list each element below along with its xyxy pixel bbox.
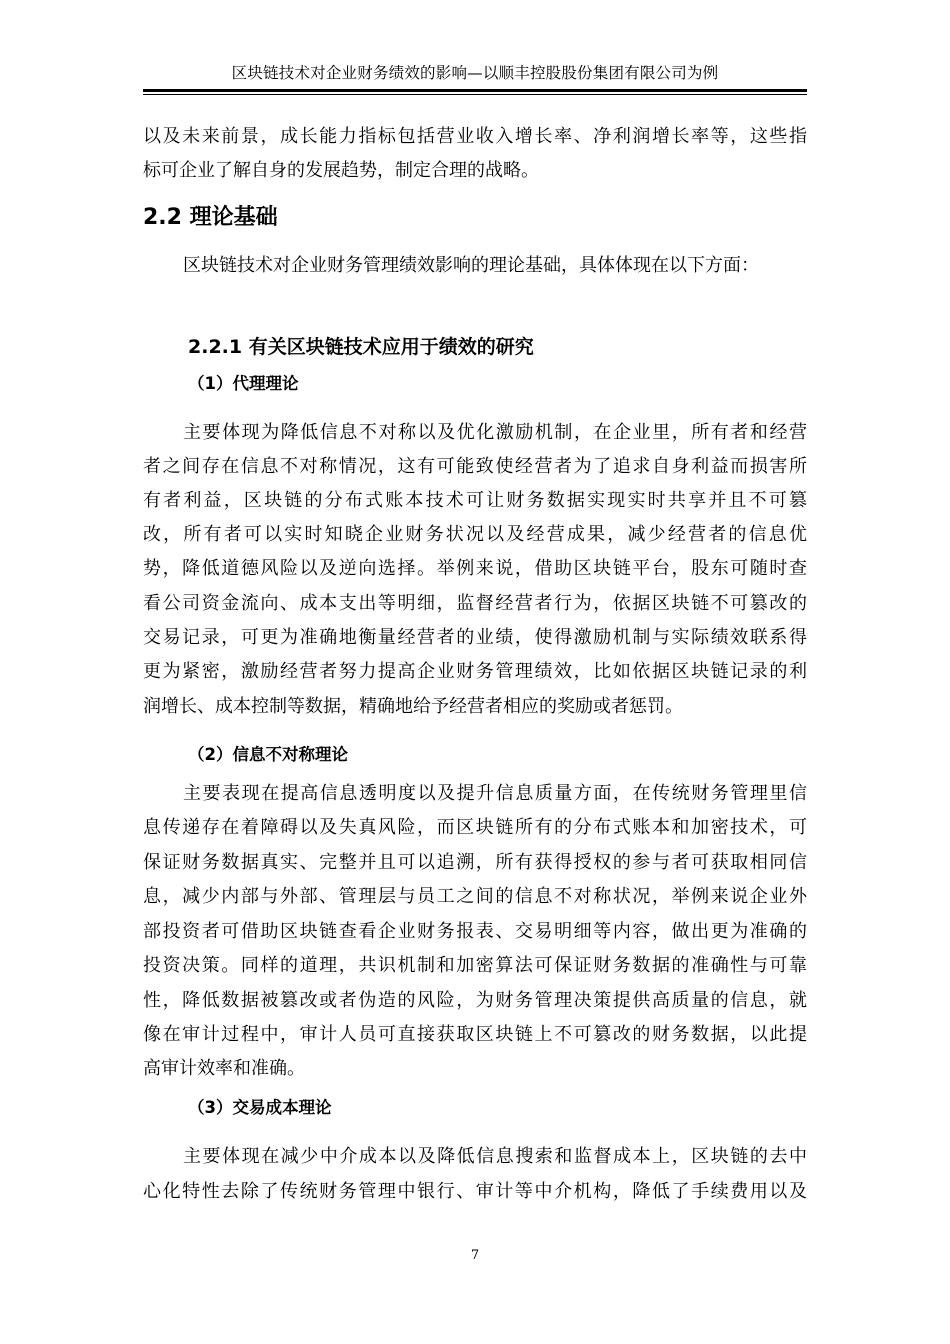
body-line: 高审计效率和准确。	[143, 1058, 305, 1079]
body-line: 以及未来前景，成长能力指标包括营业收入增长率、净利润增长率等，这些指	[143, 126, 807, 147]
body-line: 主要表现在提高信息透明度以及提升信息质量方面，在传统财务管理里信	[183, 783, 807, 804]
theory-heading: （3）交易成本理论	[188, 1098, 332, 1117]
theory-heading: （2）信息不对称理论	[188, 745, 348, 764]
body-line: 部投资者可借助区块链查看企业财务报表、交易明细等内容，做出更为准确的	[143, 921, 807, 942]
body-line: 保证财务数据真实、完整并且可以追溯，所有获得授权的参与者可获取相同信	[143, 852, 807, 873]
body-line: 更为紧密，激励经营者努力提高企业财务管理绩效，比如依据区块链记录的利	[143, 661, 807, 682]
body-line: 主要体现在减少中介成本以及降低信息搜索和监督成本上，区块链的去中	[183, 1146, 807, 1167]
body-line: 势，降低道德风险以及逆向选择。举例来说，借助区块链平台，股东可随时查	[143, 558, 807, 579]
body-line: 息传递存在着障碍以及失真风险，而区块链所有的分布式账本和加密技术，可	[143, 817, 807, 838]
body-line: 润增长、成本控制等数据，精确地给予经营者相应的奖励或者惩罚。	[143, 696, 683, 717]
body-line: 投资决策。同样的道理，共识机制和加密算法可保证财务数据的准确性与可靠	[143, 955, 807, 976]
header-rule-thick	[143, 89, 807, 92]
subsection-heading: 2.2.1 有关区块链技术应用于绩效的研究	[188, 336, 534, 358]
section-heading: 2.2 理论基础	[143, 205, 278, 230]
body-line: 像在审计过程中，审计人员可直接获取区块链上不可篡改的财务数据，以此提	[143, 1024, 807, 1045]
theory-heading: （1）代理理论	[188, 374, 299, 393]
body-line: 改，所有者可以实时知晓企业财务状况以及经营成果，减少经营者的信息优	[143, 524, 807, 545]
body-line: 主要体现为降低信息不对称以及优化激励机制，在企业里，所有者和经营	[183, 422, 807, 443]
body-line: 者之间存在信息不对称情况，这有可能致使经营者为了追求自身利益而损害所	[143, 456, 807, 477]
body-line: 交易记录，可更为准确地衡量经营者的业绩，使得激励机制与实际绩效联系得	[143, 627, 807, 648]
body-line: 看公司资金流向、成本支出等明细，监督经营者行为，依据区块链不可篡改的	[143, 593, 807, 614]
body-line: 有者利益，区块链的分布式账本技术可让财务数据实现实时共享并且不可篡	[143, 490, 807, 511]
body-line: 息，减少内部与外部、管理层与员工之间的信息不对称状况，举例来说企业外	[143, 886, 807, 907]
body-line: 性，降低数据被篡改或者伪造的风险，为财务管理决策提供高质量的信息，就	[143, 990, 807, 1011]
running-header: 区块链技术对企业财务绩效的影响—以顺丰控股股份集团有限公司为例	[231, 64, 719, 82]
header-rule-thin	[143, 94, 807, 95]
page-number: 7	[470, 1248, 480, 1263]
body-line: 心化特性去除了传统财务管理中银行、审计等中介机构，降低了手续费用以及	[143, 1181, 807, 1202]
body-line: 区块链技术对企业财务管理绩效影响的理论基础，具体体现在以下方面：	[183, 255, 759, 276]
body-line: 标可企业了解自身的发展趋势，制定合理的战略。	[143, 160, 539, 181]
